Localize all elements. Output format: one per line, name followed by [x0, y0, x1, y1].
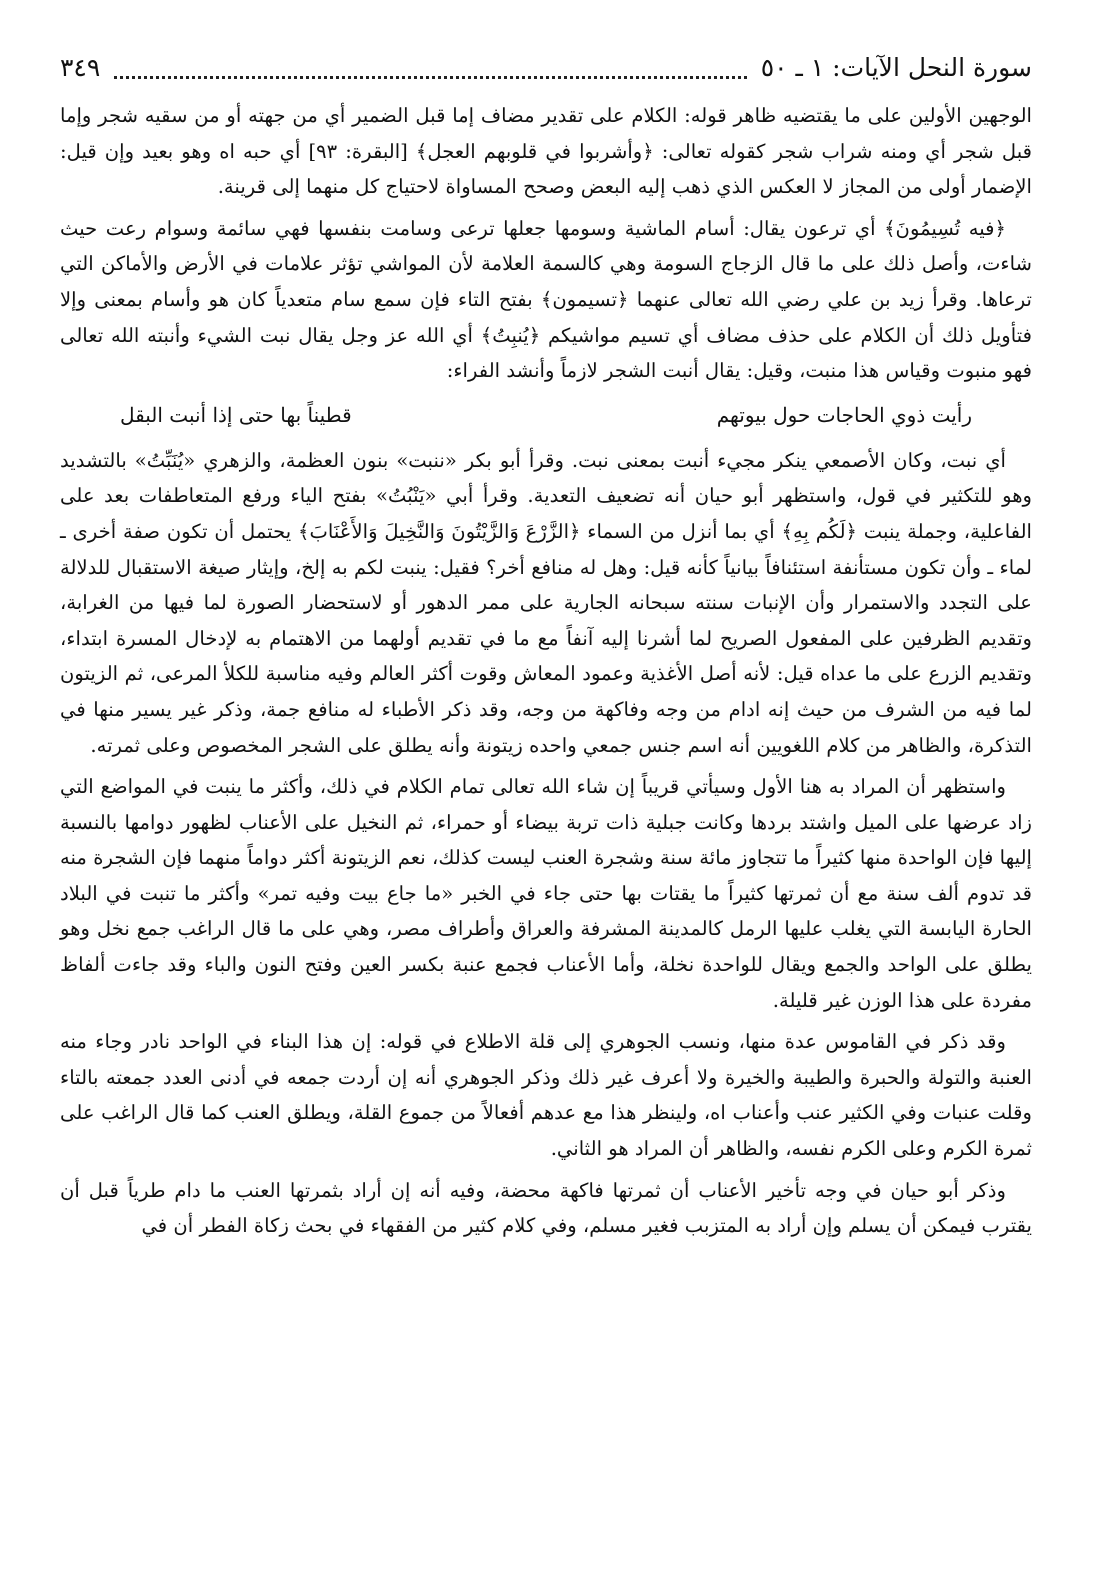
surah-heading: سورة النحل الآيات: ١ ـ ٥٠	[760, 53, 1032, 82]
paragraph: ﴿فيه تُسِيمُونَ﴾ أي ترعون يقال: أسام الماشية وسومها جعلها ترعى وسامت بنفسها فهي سائمة وسوام رعت حيث شاءت، وأصل ذلك على ما قال الزجاج السومة وهي كالسمة العلامة لأن المواشي تؤثر علامات في الأرض والأماكن التي ترعاها. وقرأ زيد بن علي رضي الله تعالى عنهما ﴿تسيمون﴾ بفتح التاء فإن سمع سام متعدياً كان هو وأسام بمعنى وإلا فتأويل ذلك أن الكلام على حذف مضاف أي تسيم مواشيكم ﴿يُنبِتُ﴾ أي الله عز وجل يقال نبت الشيء وأنبته الله تعالى فهو منبوت وقياس هذا منبت، وقيل: يقال أنبت الشجر لازماً وأنشد الفراء:	[60, 216, 1032, 383]
paragraph: أي نبت، وكان الأصمعي ينكر مجيء أنبت بمعنى نبت. وقرأ أبو بكر «ننبت» بنون العظمة، والزهري «يُنَبِّتُ» بالتشديد وهو للتكثير في قول، واستظهر أبو حيان أنه تضعيف التعدية. وقرأ أبي «يَنْبُتُ» بفتح الياء ورفع المتعاطفات بعد على الفاعلية، وجملة ينبت ﴿لَكُم بِهِ﴾ أي بما أنزل من السماء ﴿الزَّرْعَ وَالزَّيْتُونَ وَالنَّخِيلَ وَالأَعْنَابَ﴾ يحتمل أن تكون صفة أخرى ـ لماء ـ وأن تكون مستأنفة استئنافاً بيانياً كأنه قيل: وهل له منافع أخر؟ فقيل: ينبت لكم به إلخ، وإيثار صيغة الاستقبال للدلالة على التجدد والاستمرار وأن الإنبات سنته سبحانه الجارية على ممر الدهور أو لاستحضار الصورة لما فيها من الغرابة، وتقديم الظرفين على المفعول الصريح لما أشرنا إليه آنفاً مع ما في تقديم أولهما من الاهتمام به لإدخال المسرة ابتداء، وتقديم الزرع على ما عداه قيل: لأنه أصل الأغذية وعمود المعاش وقوت أكثر العالم وفيه مناسبة للكلأ المرعى، ثم الزيتون لما فيه من الشرف من حيث إنه ادام من وجه وفاكهة من وجه، وقد ذكر الأطباء له منافع جمة، وذكر غير يسير منها في التذكرة، والظاهر من كلام اللغويين أنه اسم جنس جمعي واحده زيتونة وأنه يطلق على الشجر المخصوص وعلى ثمرته.	[60, 448, 1032, 757]
paragraph: الوجهين الأولين على ما يقتضيه ظاهر قوله: الكلام على تقدير مضاف إما قبل الضمير أي من جهته أو من سقيه شجر وإما قبل شجر أي ومنه شراب شجر كقوله تعالى: ﴿وأشربوا في قلوبهم العجل﴾ [البقرة: ٩٣] أي حبه اه وهو بعيد وإن قيل: الإضمار أولى من المجاز لا العكس الذي ذهب إليه البعض وصحح المساواة لاحتياج كل منهما إلى قرينة.	[60, 104, 1033, 199]
paragraph: وقد ذكر في القاموس عدة منها، ونسب الجوهري إلى قلة الاطلاع في قوله: إن هذا البناء في الواحد نادر وجاء منه العنبة والتولة والحبرة والطيبة والخيرة ولا أعرف غير ذلك وذكر الجوهري أنه إن أردت جمعه في أدنى العدد جمعته بالتاء وقلت عنبات وفي الكثير عنب وأعناب اه، ولينظر هذا مع عدهم أفعالاً من جموع القلة، ويطلق العنب كما قال الراغب على ثمرة الكرم وعلى الكرم نفسه، والظاهر أن المراد هو الثاني.	[60, 1030, 1032, 1161]
poetry-verse	[120, 395, 972, 435]
running-head	[60, 48, 1032, 88]
verse-first-hemistich: رأيت ذوي الحاجات حول بيوتهم	[716, 402, 972, 427]
paragraph: واستظهر أن المراد به هنا الأول وسيأتي قريباً إن شاء الله تعالى تمام الكلام في ذلك، وأكثر ما ينبت في المواضع التي زاد عرضها على الميل واشتد بردها وكانت جبلية ذات تربة بيضاء أو حمراء، ثم النخيل على الأعناب لظهور دوامها بالنسبة إليها فإن الواحدة منها كثيراً ما تتجاوز مائة سنة وشجرة العنب ليست كذلك، نعم الزيتونة أكثر دواماً منهما فإن الشجرة منه قد تدوم ألف سنة مع أن ثمرتها كثيراً ما يقتات بها حتى جاء في الخبر «ما جاع بيت وفيه تمر» وأكثر ما تنبت في البلاد الحارة اليابسة التي يغلب عليها الرمل كالمدينة المشرفة والعراق وأطراف مصر، وهي على ما قال الراغب جمع نخل وهو يطلق على الواحد والجمع ويقال للواحدة نخلة، وأما الأعناب فجمع عنبة بكسر العين وفتح النون والباء وقد جاءت ألفاظ مفردة على هذا الوزن غير قليلة.	[60, 775, 1032, 1012]
dotted-leader	[114, 58, 746, 79]
verse-second-hemistich: قطيناً بها حتى إذا أنبت البقل	[120, 402, 352, 427]
page-number: ٣٤٩	[60, 53, 101, 82]
paragraph: وذكر أبو حيان في وجه تأخير الأعناب أن ثمرتها فاكهة محضة، وفيه أنه إن أراد بثمرتها العنب ما دام طرياً قبل أن يقترب فيمكن أن يسلم وإن أراد به المتزبب فغير مسلم، وفي كلام كثير من الفقهاء في بحث زكاة الفطر أن في	[60, 1178, 1032, 1238]
page-body	[60, 98, 1032, 1244]
